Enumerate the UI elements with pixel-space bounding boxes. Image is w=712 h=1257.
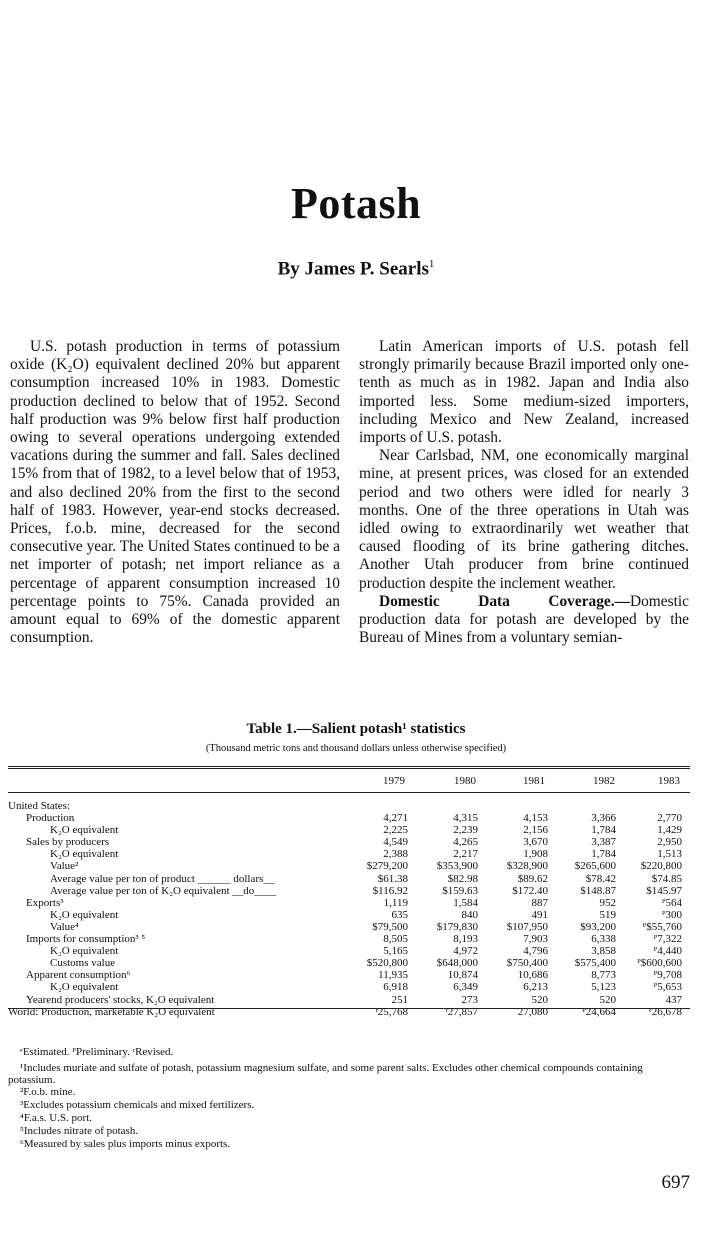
table-cell: 27,080 [517, 1005, 548, 1018]
table-row [8, 860, 690, 872]
table-cell: $265,600 [574, 860, 616, 873]
table-cell: $116.92 [372, 884, 408, 897]
table-cell: 437 [665, 993, 682, 1006]
right-column [359, 338, 689, 647]
section-label: United States: [8, 800, 71, 812]
row-label: K₂O equivalent [50, 824, 119, 837]
table-cell: $575,400 [574, 957, 616, 970]
author-byline [0, 258, 712, 280]
byline-footnote-marker: 1 [428, 258, 435, 270]
table-cell: $74.85 [651, 872, 682, 885]
table-cell: 5,123 [591, 981, 616, 994]
row-label: Average value per ton of product ______ dollars__ [50, 872, 275, 885]
table-row [8, 994, 690, 1006]
table-cell: $93,200 [580, 920, 616, 933]
table-cell: $107,950 [506, 920, 548, 933]
row-label: Value² [50, 860, 79, 873]
row-label: Average value per ton of K₂O equivalent __do____ [50, 884, 277, 897]
table-cell: 1,584 [453, 896, 478, 909]
year-header: 1980 [454, 775, 476, 787]
table-cell: ᴾ$600,600 [637, 957, 682, 970]
table-cell: $353,900 [436, 860, 478, 873]
table-cell: 4,549 [383, 836, 408, 849]
table-cell: 3,670 [523, 836, 548, 849]
table-cell: 952 [599, 896, 616, 909]
table-subcaption: (Thousand metric tons and thousand dollars unless otherwise specified) [205, 743, 507, 754]
footnote: ²F.o.b. mine. [20, 1086, 76, 1098]
paragraph-text: Domestic production data for potash are developed by the Bureau of Mines from a voluntary semian- [359, 592, 689, 647]
table-cell: $145.97 [646, 884, 682, 897]
table-cell: ᴾ$55,760 [642, 920, 682, 933]
table-row [8, 873, 690, 885]
footnote: ³Excludes potassium chemicals and mixed fertilizers. [20, 1099, 255, 1111]
row-label: K₂O equivalent [50, 848, 119, 861]
table-cell: 6,349 [453, 981, 478, 994]
table-cell: 3,387 [591, 836, 616, 849]
table-cell: 251 [391, 993, 408, 1006]
row-label: K₂O equivalent [50, 981, 119, 994]
row-label: K₂O equivalent [50, 945, 119, 958]
table-row [8, 945, 690, 957]
table-cell: 519 [599, 908, 616, 921]
run-in-heading: Domestic Data Coverage.— [379, 592, 630, 610]
table-top-rule [8, 766, 690, 767]
table-cell: $220,800 [640, 860, 682, 873]
row-label: Exports³ [26, 896, 64, 909]
table-cell: 520 [531, 993, 548, 1006]
table-cell: 1,119 [383, 896, 408, 909]
table-cell: $148.87 [580, 884, 616, 897]
table-cell: 1,784 [591, 848, 616, 861]
table-cell: 6,213 [523, 981, 548, 994]
table-cell: $328,900 [506, 860, 548, 873]
table-cell: 2,239 [453, 824, 478, 837]
table-row [8, 909, 690, 921]
table-cell: 635 [391, 908, 408, 921]
table-cell: 887 [531, 896, 548, 909]
table-cell: 4,315 [453, 812, 478, 825]
row-label: World: Production, marketable K₂O equivalent [8, 1005, 215, 1018]
table-cell: 4,271 [383, 812, 408, 825]
table-cell: 491 [531, 908, 548, 921]
table-cell: $279,200 [366, 860, 408, 873]
table-row [8, 981, 690, 993]
table-cell: ᴾ9,708 [653, 969, 682, 982]
row-label: Value⁴ [50, 920, 79, 933]
table-caption: Table 1.—Salient potash¹ statistics [246, 721, 466, 737]
table-row [8, 812, 690, 824]
table-cell: 1,513 [657, 848, 682, 861]
table-cell: ʳ25,768 [375, 1005, 408, 1018]
table-cell: 2,217 [453, 848, 478, 861]
table-row [8, 957, 690, 969]
table-cell: 520 [599, 993, 616, 1006]
table-cell: 1,429 [657, 824, 682, 837]
table-cell: ʳ27,857 [445, 1005, 478, 1018]
table-cell: 4,796 [523, 945, 548, 958]
footnote: ¹Includes muriate and sulfate of potash, potassium magnesium sulfate, and some parent salts. Excludes other chemical compounds containing potassium. [8, 1062, 643, 1087]
table-cell: 273 [461, 993, 478, 1006]
table-cell: $520,800 [366, 957, 408, 970]
table-cell: $159.63 [442, 884, 478, 897]
table-cell: $82.98 [447, 872, 478, 885]
table-cell: $172.40 [512, 884, 548, 897]
table-cell: 1,908 [523, 848, 548, 861]
table-row [8, 885, 690, 897]
table-row [8, 836, 690, 848]
row-label: Yearend producers' stocks, K₂O equivalent [26, 993, 215, 1006]
table-cell: $750,400 [506, 957, 548, 970]
table-cell: 10,686 [517, 969, 548, 982]
table-cell: 7,903 [523, 933, 548, 946]
table-cell: 4,265 [453, 836, 478, 849]
row-label: Customs value [50, 957, 116, 970]
table-cell: 4,153 [523, 812, 548, 825]
footnote: ⁴F.a.s. U.S. port. [20, 1112, 93, 1124]
table-row [8, 933, 690, 945]
year-header: 1982 [593, 775, 615, 787]
row-label: K₂O equivalent [50, 908, 119, 921]
table-cell: ᴾ4,440 [653, 945, 682, 958]
table-cell: 2,950 [657, 836, 682, 849]
table-section-heading [8, 800, 690, 812]
table-cell: 2,156 [523, 824, 548, 837]
table-cell: $179,830 [436, 920, 478, 933]
table-header-rule [8, 792, 690, 793]
page-number: 697 [661, 1172, 690, 1193]
table-cell: ᴾ5,653 [653, 981, 682, 994]
table-cell: 8,193 [453, 933, 478, 946]
table-row [8, 969, 690, 981]
table-cell: 2,388 [383, 848, 408, 861]
table-cell: ᴾ564 [661, 896, 682, 909]
footnote: ᵉEstimated. ᴾPreliminary. ʳRevised. [20, 1046, 174, 1058]
table-cell: 2,225 [383, 824, 408, 837]
left-column [10, 338, 340, 647]
table-cell: ᴾ7,322 [653, 933, 682, 946]
table-row [8, 897, 690, 909]
table-cell: $61.38 [377, 872, 408, 885]
table-cell: ᴾ300 [661, 908, 682, 921]
table-cell: 6,918 [383, 981, 408, 994]
table-cell: 5,165 [383, 945, 408, 958]
table-cell: $79,500 [372, 920, 408, 933]
byline-text: By James P. Searls [277, 258, 429, 280]
table-row [8, 848, 690, 860]
year-header: 1983 [658, 775, 680, 787]
table-cell: 3,366 [591, 812, 616, 825]
table-cell: 10,874 [447, 969, 478, 982]
table-cell: 3,858 [591, 945, 616, 958]
table-row [8, 921, 690, 933]
table-cell: 11,935 [378, 969, 408, 982]
footnote: ⁶Measured by sales plus imports minus exports. [20, 1138, 231, 1150]
table-top-rule-2 [8, 768, 690, 769]
table-cell: $78.42 [585, 872, 616, 885]
table-bottom-rule [8, 1008, 690, 1009]
row-label: Imports for consumption³ ⁵ [26, 933, 146, 946]
table-cell: ᴾ24,664 [582, 1005, 616, 1018]
paragraph: Latin American imports of U.S. potash fell strongly primarily because Brazil imported only one-tenth as much as in 1982. Japan and India also imported less. Some medium-sized importers, including Mexico and New Zealand, increased imports of U.S. potash. [359, 338, 689, 447]
table-cell: $89.62 [517, 872, 548, 885]
table-cell: 1,784 [591, 824, 616, 837]
paragraph: Near Carlsbad, NM, one economically marginal mine, at present prices, was closed for an extended period and two others were idled for nearly 3 months. One of the three operations in Utah was idled owing to extraordinarily wet weather that caused flooding of its brine gathering ditches. Another Utah producer from brine continued production despite the inclement weather. [359, 447, 689, 592]
paragraph [359, 593, 689, 648]
table-cell: 8,773 [591, 969, 616, 982]
table-row [8, 824, 690, 836]
table-cell: ᵉ26,678 [648, 1005, 682, 1018]
year-header: 1981 [523, 775, 545, 787]
table-cell: 6,338 [591, 933, 616, 946]
row-label: Sales by producers [26, 836, 110, 849]
year-header: 1979 [383, 775, 405, 787]
table-cell: 4,972 [453, 945, 478, 958]
page-title: Potash [290, 179, 422, 228]
table-cell: $648,000 [436, 957, 478, 970]
table-cell: 840 [461, 908, 478, 921]
table-cell: 8,505 [383, 933, 408, 946]
footnote: ⁵Includes nitrate of potash. [20, 1125, 139, 1137]
table-cell: 2,770 [657, 812, 682, 825]
table-body [8, 800, 690, 1018]
row-label: Apparent consumption⁶ [26, 969, 131, 982]
paragraph: U.S. potash production in terms of potassium oxide (K₂O) equivalent declined 20% but apparent consumption increased 10% in 1983. Domestic production declined to below that of 1952. Second half production was 9% below first half production owing to several operations undergoing extended vacations during the summer and fall. Sales declined 15% from that of 1982, to a level below that of 1953, and also declined 20% from the first to the second half of 1983. However, year-end stocks decreased. Prices, f.o.b. mine, decreased for the second consecutive year. The United States continued to be a net importer of potash; net import reliance as a percentage of apparent consumption increased 10 percentage points to 75%. Canada provided an amount equal to 69% of the domestic apparent consumption. [10, 338, 340, 647]
row-label: Production [26, 812, 75, 825]
